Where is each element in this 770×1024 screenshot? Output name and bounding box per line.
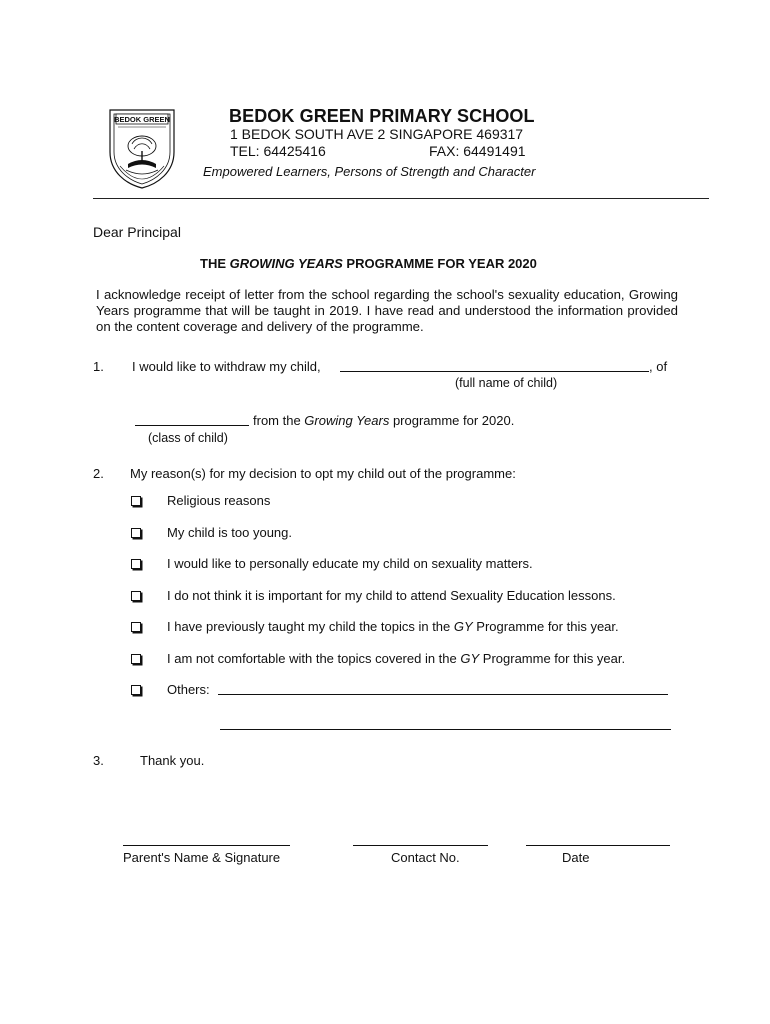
child-class-field[interactable] xyxy=(135,425,249,426)
reason-checkbox[interactable] xyxy=(131,559,141,569)
letter-title xyxy=(200,256,537,271)
header-divider xyxy=(93,198,709,199)
school-telephone: TEL: 64425416 xyxy=(230,143,326,159)
of-text: , of xyxy=(649,359,668,374)
reason-checkbox[interactable] xyxy=(131,591,141,601)
school-crest-logo xyxy=(106,106,178,190)
title-suffix: PROGRAMME FOR YEAR 2020 xyxy=(342,256,537,271)
reason-too-young: My child is too young. xyxy=(167,525,293,540)
crest-text: BEDOK GREEN xyxy=(114,115,170,124)
reason-text: Programme for this year. xyxy=(472,619,619,634)
school-address: 1 BEDOK SOUTH AVE 2 SINGAPORE 469317 xyxy=(230,126,524,142)
reason-gy: GY xyxy=(453,619,473,634)
reason-text: Programme for this year. xyxy=(479,651,626,666)
from-text: from the xyxy=(253,413,305,428)
date-label: Date xyxy=(562,850,590,865)
school-motto: Empowered Learners, Persons of Strength and Character xyxy=(203,164,536,179)
reason-previously-taught xyxy=(167,619,619,634)
date-field[interactable] xyxy=(526,845,670,846)
reason-checkbox[interactable] xyxy=(131,622,141,632)
contact-number-label: Contact No. xyxy=(391,850,460,865)
title-prefix: THE xyxy=(200,256,230,271)
parent-signature-label: Parent's Name & Signature xyxy=(123,850,281,865)
reason-gy: GY xyxy=(460,651,480,666)
salutation: Dear Principal xyxy=(93,224,181,240)
reason-text: I have previously taught my child the topics in the xyxy=(167,619,454,634)
reason-not-important: I do not think it is important for my child to attend Sexuality Education lessons. xyxy=(167,588,616,603)
reason-checkbox[interactable] xyxy=(131,654,141,664)
others-field-line-1[interactable] xyxy=(218,694,668,695)
reason-checkbox[interactable] xyxy=(131,685,141,695)
reasons-intro: My reason(s) for my decision to opt my child out of the programme: xyxy=(130,466,516,481)
parent-signature-field[interactable] xyxy=(123,845,290,846)
reason-educate-personally: I would like to personally educate my child on sexuality matters. xyxy=(167,556,533,571)
reason-religious: Religious reasons xyxy=(167,493,271,508)
acknowledgement-paragraph: I acknowledge receipt of letter from the school regarding the school's sexuality education, Growing Years programme that will be taught in 2019. I have read and understood the information provided on the content coverage and delivery of the programme. xyxy=(96,287,678,334)
others-field-line-2[interactable] xyxy=(220,729,671,730)
title-programme-name: GROWING YEARS xyxy=(229,256,343,271)
item-2-number: 2. xyxy=(93,466,104,481)
school-name: BEDOK GREEN PRIMARY SCHOOL xyxy=(229,106,535,126)
programme-name: Growing Years xyxy=(304,413,390,428)
reason-text: I am not comfortable with the topics covered in the xyxy=(167,651,461,666)
contact-number-field[interactable] xyxy=(353,845,488,846)
programme-suffix: programme for 2020. xyxy=(389,413,515,428)
reason-others: Others: xyxy=(167,682,210,697)
withdraw-statement: I would like to withdraw my child, xyxy=(132,359,321,374)
child-class-caption: (class of child) xyxy=(148,431,228,445)
programme-statement xyxy=(253,413,514,428)
item-1-number: 1. xyxy=(93,359,104,374)
thank-you: Thank you. xyxy=(140,753,205,768)
reason-not-comfortable xyxy=(167,651,625,666)
reason-checkbox[interactable] xyxy=(131,528,141,538)
reason-checkbox[interactable] xyxy=(131,496,141,506)
child-name-caption: (full name of child) xyxy=(455,376,558,390)
school-fax: FAX: 64491491 xyxy=(429,143,526,159)
item-3-number: 3. xyxy=(93,753,104,768)
child-name-field[interactable] xyxy=(340,371,649,372)
